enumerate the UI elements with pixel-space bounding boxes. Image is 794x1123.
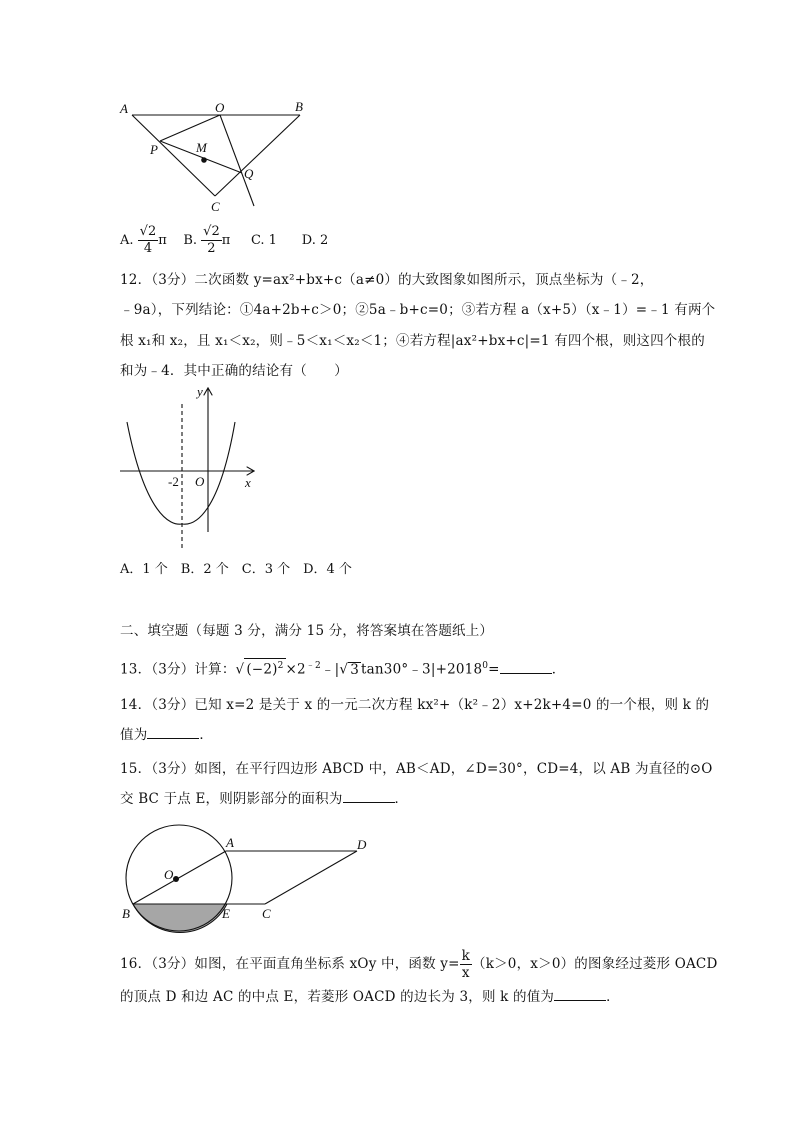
q16-answer-blank[interactable] bbox=[554, 988, 606, 1001]
q14-answer-blank[interactable] bbox=[147, 726, 199, 739]
q13-answer-blank[interactable] bbox=[500, 661, 552, 674]
label-origin: O bbox=[195, 474, 205, 489]
q15-line-1: 15．（3分）如图，在平行四边形 ABCD 中，AB＜AD，∠D=30°，CD=4，以 AB 为直径的⊙O bbox=[120, 761, 713, 777]
label-b: B bbox=[122, 906, 130, 921]
label-y: y bbox=[197, 384, 203, 399]
figure-parabola bbox=[115, 384, 265, 554]
label-d: D bbox=[357, 837, 367, 852]
label-a: A bbox=[226, 835, 234, 850]
figure-triangle-opq bbox=[112, 98, 312, 213]
label-minus2: -2 bbox=[168, 474, 179, 489]
section-2-heading: 二、填空题（每题 3 分，满分 15 分，将答案填在答题纸上） bbox=[120, 623, 494, 639]
label-x: x bbox=[245, 475, 251, 490]
figure-parallelogram-circle bbox=[114, 820, 384, 925]
q11-choice-b: B. $\frac{√2}{2}$ π bbox=[183, 224, 231, 256]
q14-line-2: 值为 ． bbox=[120, 727, 214, 743]
q11-choice-a: A. $\frac{√2}{4}$ π bbox=[120, 224, 167, 256]
q12-line-3: 根 x₁和 x₂，且 x₁＜x₂，则﹣5＜x₁＜x₂＜1；④若方程|ax²+bx+c|=1 有四个根，则这四个根的 bbox=[120, 333, 705, 349]
q12-line-4: 和为﹣4．其中正确的结论有（ ） bbox=[120, 363, 348, 379]
label-o: O bbox=[215, 100, 225, 115]
point-m bbox=[201, 157, 207, 163]
q11-choice-d: D. 2 bbox=[301, 233, 329, 248]
label-m: M bbox=[196, 140, 207, 155]
label-c: C bbox=[262, 906, 271, 921]
label-q: Q bbox=[244, 166, 254, 181]
q13: 13．（3分）计算：√ $(-2)^2$ $\times 2^{﹣2}﹣|√$ 3 $\tan 30^\circ﹣3|+2018^0=$ ． bbox=[120, 657, 565, 679]
q12-line-2: ﹣9a），下列结论：①4a+2b+c＞0；②5a﹣b+c=0；③若方程 a（x+5）（x﹣1）=﹣1 有两个 bbox=[120, 302, 716, 318]
q16-line-1: 16．（3分）如图，在平面直角坐标系 xOy 中，函数 y= $\frac{k}{x}$ （k＞0，x＞0）的图象经过菱形 OACD bbox=[120, 948, 718, 981]
q15-line-2: 交 BC 于点 E，则阴影部分的面积为 ． bbox=[120, 791, 409, 807]
label-b: B bbox=[295, 99, 303, 114]
q15-answer-blank[interactable] bbox=[343, 790, 395, 803]
parabola-curve bbox=[127, 422, 235, 524]
label-a: A bbox=[120, 101, 128, 116]
label-c: C bbox=[211, 199, 220, 214]
q16-line-2: 的顶点 D 和边 AC 的中点 E，若菱形 OACD 的边长为 3，则 k 的值为 ． bbox=[120, 989, 620, 1005]
q11-choice-c: C. 1 bbox=[250, 233, 277, 248]
q12-line-1: 12．（3分）二次函数 y=ax²+bx+c（a≠0）的大致图象如图所示，顶点坐标为（﹣2， bbox=[120, 272, 654, 288]
label-e: E bbox=[222, 906, 230, 921]
center-o bbox=[173, 876, 179, 882]
q12-choices: A．1 个 B．2 个 C．3 个 D．4 个 bbox=[120, 562, 352, 577]
q11-choices bbox=[120, 224, 328, 257]
label-o: O bbox=[164, 867, 174, 882]
label-p: P bbox=[150, 142, 158, 157]
q14-line-1: 14．（3分）已知 x=2 是关于 x 的一元二次方程 kx²+（k²﹣2）x+2k+4=0 的一个根，则 k 的 bbox=[120, 697, 710, 713]
